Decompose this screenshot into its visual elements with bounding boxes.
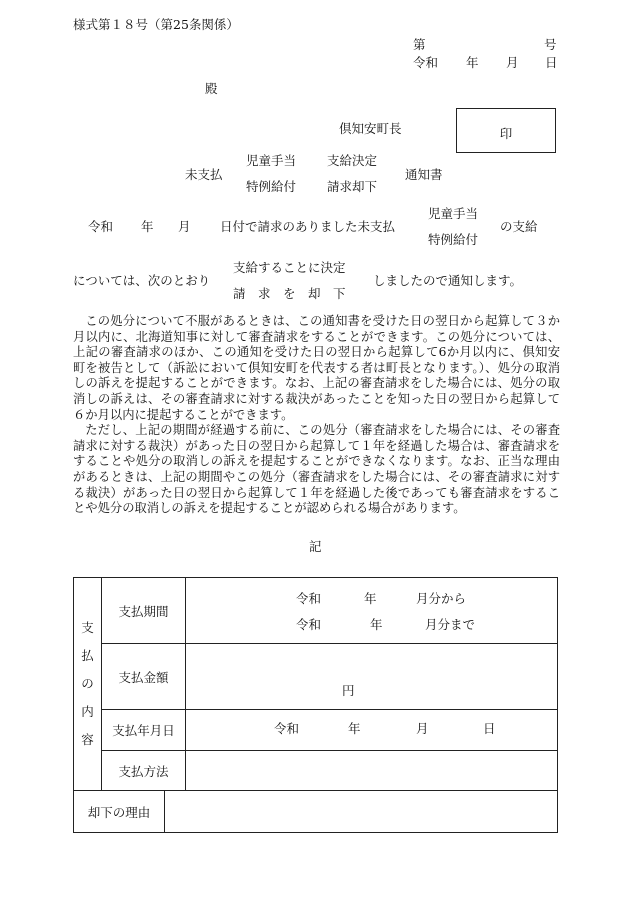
payment-period-label: 支払期間 (102, 578, 186, 644)
title-option-tokurei-kyuufu: 特例給付 (246, 179, 297, 194)
appeal-paragraph-2: ただし、上記の期間が経過する前に、この処分（審査請求をした場合には、その審査請求に対する裁決）があった日の翌日から起算して１年を経過した場合は、審査請求をすることや処分の取消しの訴えを提起することができなくなります。なお、正当な理由があるときは、上記の期間やこの処分（審査請求をした場合には、その審査請求に対する裁決）があった日の翌日から起算して１年を経過した後であっても審査請求をすることや処分の取消しの訴えを提起することが認められる場合があります。 (73, 423, 560, 516)
title-option-shikyuu-kettei: 支給決定 (327, 153, 378, 168)
doc-number-prefix: 第 (413, 37, 426, 52)
payment-period-field[interactable]: 令和 年 月分から 令和 年 月分まで (186, 578, 558, 644)
payment-content-group-label: 支 払 の 内 容 (74, 578, 102, 791)
seal-box (456, 108, 556, 153)
date-day: 日 (545, 55, 558, 70)
s1-mid: 日付で請求のありました未支払 (220, 219, 396, 234)
yen-unit: 円 (342, 683, 355, 698)
seal-label: 印 (499, 126, 513, 141)
payment-amount-field[interactable] (186, 644, 558, 710)
s1-option-b: 特例給付 (428, 232, 479, 247)
payment-date-label: 支払年月日 (102, 710, 186, 751)
s2-option-a: 支給することに決定 (233, 260, 346, 275)
reject-reason-field[interactable] (186, 791, 558, 833)
title-option-jidou-teate: 児童手当 (246, 153, 297, 168)
s1-year: 年 (141, 219, 154, 234)
issuer-name: 倶知安町長 (339, 121, 402, 136)
title-suffix: 通知書 (405, 167, 443, 182)
s1-option-a: 児童手当 (428, 206, 479, 221)
s2-option-b: 請 求 を 却 下 (233, 286, 346, 301)
reject-reason-label: 却下の理由 (74, 791, 165, 832)
title-prefix: 未支払 (185, 167, 223, 182)
payment-amount-label: 支払金額 (102, 644, 186, 710)
addressee-suffix: 殿 (205, 81, 218, 96)
s2-end: しましたので通知します。 (373, 273, 523, 288)
appeal-paragraph-1: この処分について不服があるときは、この通知書を受けた日の翌日から起算して３か月以内に、北海道知事に対して審査請求をすることができます。この処分については、上記の審査請求のほか、この通知を受けた日の翌日から起算して6か月以内に、倶知安町を被告として（訴訟において倶知安町を代表する者は町長となります。）、処分の取消しの訴えを提起することができます。なお、上記の審査請求をした場合には、処分の取消しの訴えは、その審査請求に対する裁決があったことを知った日の翌日から起算して６か月以内に提起することができます。 (73, 314, 560, 422)
date-month: 月 (506, 55, 519, 70)
date-year: 年 (466, 55, 479, 70)
form-number: 様式第１８号（第25条関係） (73, 17, 239, 32)
s1-month: 月 (178, 219, 191, 234)
payment-details-table (73, 577, 558, 833)
s1-era: 令和 (88, 219, 114, 234)
date-era: 令和 (413, 55, 439, 70)
doc-number-suffix: 号 (544, 37, 557, 52)
reject-reason-label-cell (74, 791, 186, 833)
payment-method-field[interactable] (186, 751, 558, 791)
ki-mark: 記 (309, 539, 322, 554)
title-option-seikyuu-kyakka: 請求却下 (327, 179, 378, 194)
s2-start: については、次のとおり (73, 273, 211, 288)
payment-date-field[interactable]: 令和 年 月 日 (186, 710, 558, 751)
s1-end: の支給 (500, 219, 538, 234)
payment-method-label: 支払方法 (102, 751, 186, 791)
appeal-notice (73, 314, 560, 517)
